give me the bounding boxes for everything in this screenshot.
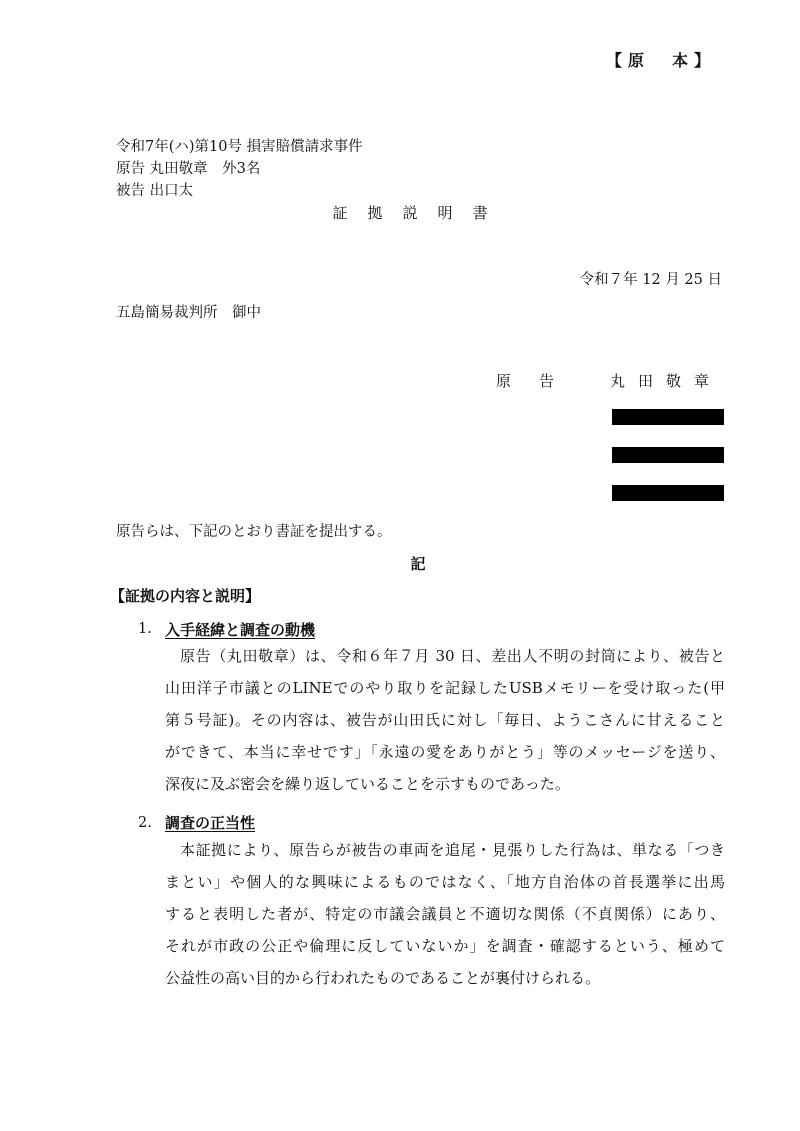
document-date: 令和７年 12 月 25 日	[579, 272, 722, 288]
case-plaintiff: 原告 丸田敬章 外3名	[116, 161, 261, 177]
item-title: 調査の正当性	[165, 814, 256, 832]
body-line: 公益性の高い目的から行われたものであることが裏付けられる。	[165, 969, 601, 987]
redaction-bar	[612, 485, 724, 501]
case-defendant: 被告 出口太	[116, 183, 194, 199]
redaction-bar	[612, 447, 724, 463]
item-number: 1.	[138, 621, 152, 637]
body-line: すると表明した者が、特定の市議会議員と不適切な関係（不貞関係）にあり、	[165, 905, 725, 923]
item-number: 2.	[138, 815, 152, 831]
body-line: まとい」や個人的な興味によるものではなく、「地方自治体の首長選挙に出馬	[165, 873, 725, 891]
signature-label: 原告	[496, 372, 583, 390]
body-line: 深夜に及ぶ密会を繰り返していることを示すものであった。	[165, 775, 570, 793]
ki-heading: 記	[410, 555, 426, 573]
original-stamp: 【原 本】	[606, 51, 717, 70]
document-title: 証拠説明書	[332, 204, 508, 222]
redaction-bar	[612, 409, 724, 425]
court-addressee: 五島簡易裁判所 御中	[116, 305, 261, 321]
item-body	[165, 640, 725, 800]
body-line: 山田洋子市議とのLINEでのやり取りを記録したUSBメモリーを受け取った(甲	[165, 679, 725, 697]
item-title: 入手経緯と調査の動機	[165, 621, 316, 639]
body-line: 原告（丸田敬章）は、令和６年７月 30 日、差出人不明の封筒により、被告と	[180, 647, 725, 665]
body-line: それが市政の公正や倫理に反していないか」を調査・確認するという、極めて	[165, 937, 725, 955]
body-line: 第５号証)。その内容は、被告が山田氏に対し「毎日、ようこさんに甘えること	[165, 711, 725, 729]
intro-statement: 原告らは、下記のとおり書証を提出する。	[116, 524, 392, 540]
section-heading: 【証拠の内容と説明】	[110, 587, 261, 605]
item-body	[165, 834, 725, 994]
body-line: 本証拠により、原告らが被告の車両を追尾・見張りした行為は、単なる「つき	[180, 841, 725, 859]
body-line: ができて、本当に幸せです」「永遠の愛をありがとう」等のメッセージを送り、	[165, 743, 725, 761]
signature-name: 丸田敬章	[610, 372, 723, 390]
case-number: 令和7年(ハ)第10号 損害賠償請求事件	[116, 139, 363, 155]
